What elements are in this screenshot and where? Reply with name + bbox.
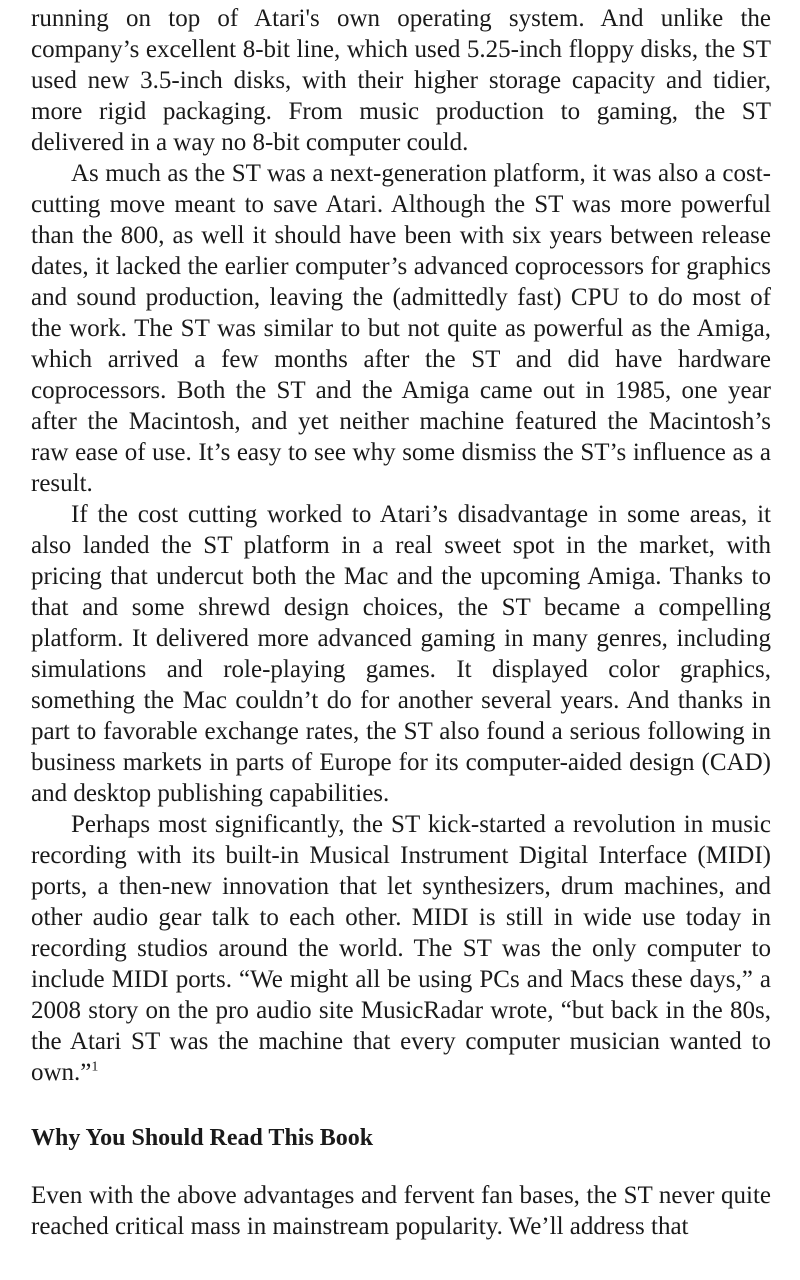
footnote-marker[interactable]: 1 <box>91 1059 99 1075</box>
book-page <box>31 3 771 1242</box>
paragraph-3 <box>31 499 771 809</box>
paragraph-4-text: Perhaps most significantly, the ST kick-started a revolution in music recording with its built-in Musical Instrument Digital Interface (MIDI) ports, a then-new innovation that let synthesizers, drum machines, and other audio gear talk to each other. MIDI is still in wide use today in recording studios around the world. The ST was the only computer to include MIDI ports. “We might all be using PCs and Macs these days,” a 2008 story on the pro audio site MusicRadar wrote, “but back in the 80s, the Atari ST was the machine that every computer musician wanted to own.” <box>31 811 771 1086</box>
section-heading: Why You Should Read This Book <box>31 1125 374 1151</box>
paragraph-1 <box>31 3 771 158</box>
section-paragraph <box>31 1180 771 1242</box>
paragraph-2-text: As much as the ST was a next-generation platform, it was also a cost-cutting move meant to save Atari. Although the ST was more powerful than the 800, as well it should have been with six years between release dates, it lacked the earlier computer’s advanced coprocessors for graphics and sound production, leaving the (admittedly fast) CPU to do most of the work. The ST was similar to but not quite as powerful as the Amiga, which arrived a few months after the ST and did have hardware coprocessors. Both the ST and the Amiga came out in 1985, one year after the Macintosh, and yet neither machine featured the Macintosh’s raw ease of use. It’s easy to see why some dismiss the ST’s influence as a result. <box>31 160 771 497</box>
section-paragraph-text: Even with the above advantages and fervent fan bases, the ST never quite reached critical mass in mainstream popularity. We’ll address that <box>31 1182 771 1240</box>
paragraph-2 <box>31 158 771 499</box>
paragraph-3-text: If the cost cutting worked to Atari’s disadvantage in some areas, it also landed the ST platform in a real sweet spot in the market, with pricing that undercut both the Mac and the upcoming Amiga. Thanks to that and some shrewd design choices, the ST became a compelling platform. It delivered more advanced gaming in many genres, including simulations and role-playing games. It displayed color graphics, something the Mac couldn’t do for another several years. And thanks in part to favorable exchange rates, the ST also found a serious following in business markets in parts of Europe for its computer-aided design (CAD) and desktop publishing capabilities. <box>31 501 771 807</box>
paragraph-4 <box>31 809 771 1088</box>
paragraph-1-text: running on top of Atari's own operating system. And unlike the company’s excellent 8-bit line, which used 5.25-inch floppy disks, the ST used new 3.5-inch disks, with their higher storage capacity and tidier, more rigid packaging. From music production to gaming, the ST delivered in a way no 8-bit computer could. <box>31 5 771 156</box>
